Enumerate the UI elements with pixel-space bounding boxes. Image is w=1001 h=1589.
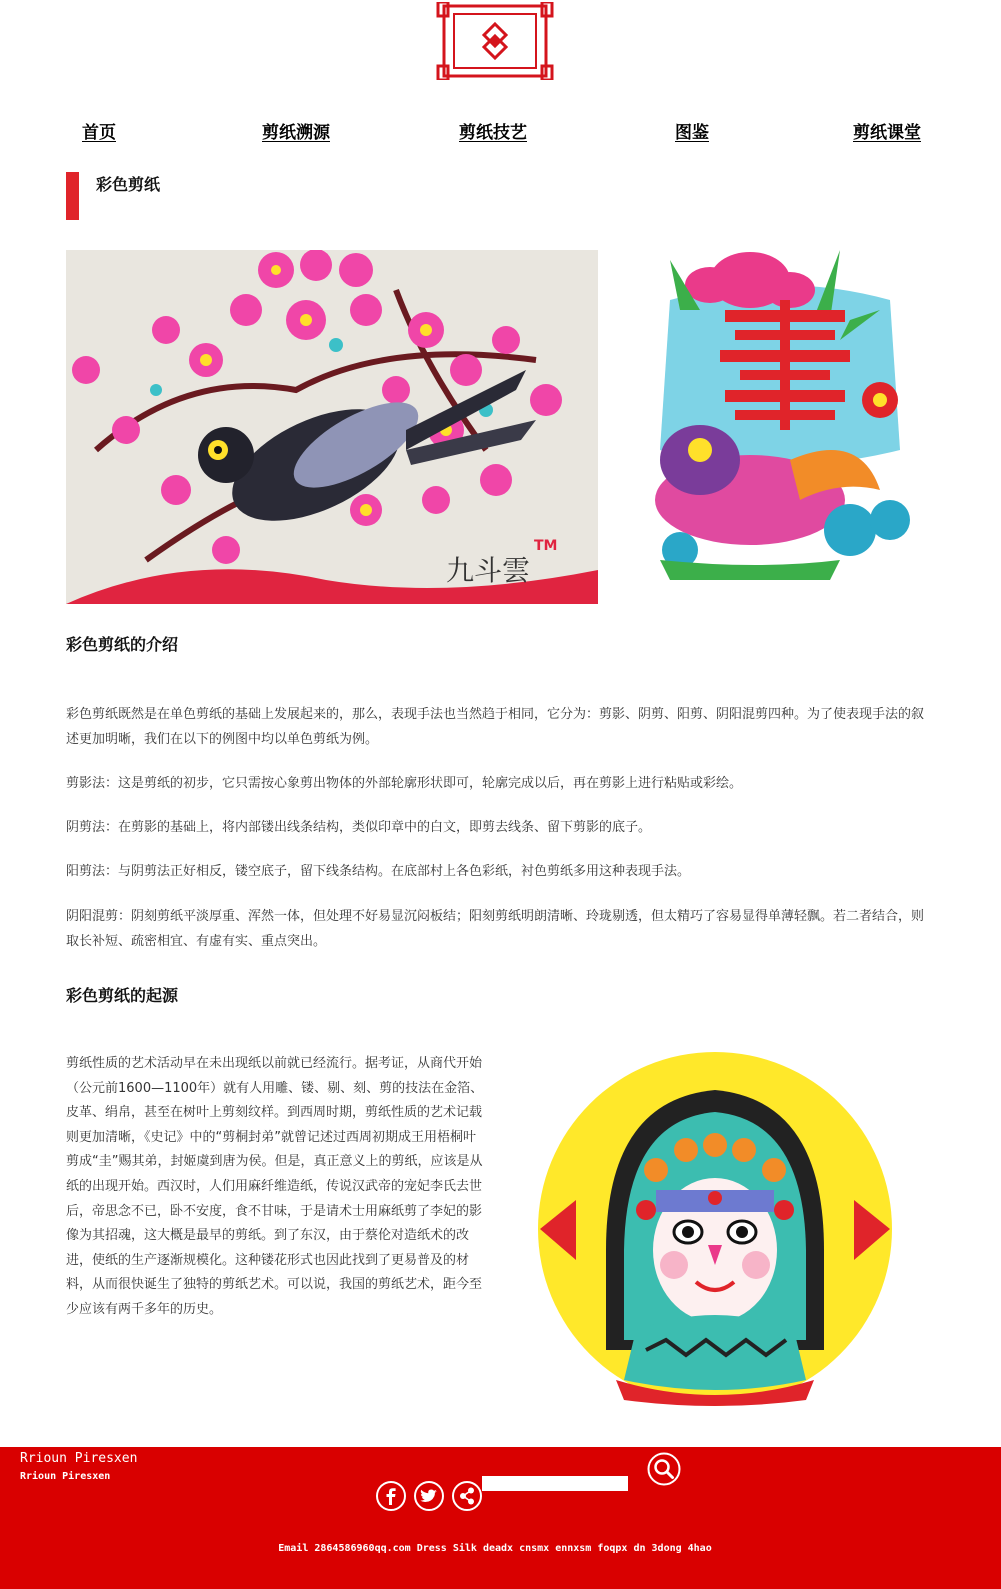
search-icon[interactable] bbox=[647, 1452, 681, 1486]
mixed-cut-paragraph: 阴阳混剪：阴刻剪纸平淡厚重、浑然一体，但处理不好易显沉闷板结；阳刻剪纸明朗清晰、玲珑剔透，但太精巧了容易显得单薄轻飘。若二者结合，则取长补短、疏密相宜、有虚有实、重点突出。 bbox=[66, 909, 925, 949]
origin-paragraph: 剪纸性质的艺术活动早在未出现纸以前就已经流行。据考证，从商代开始（公元前1600—1100年）就有人用雕、镂、剔、刻、剪的技法在金箔、皮革、绢帛，甚至在树叶上剪刻纹样。到西周时期，剪纸性质的艺术记载则更加清晰，《史记》中的“剪桐封弟”就曾记述过西周初期成王用梧桐叶剪成“圭”赐其弟，封姬虞到唐为侯。但是，真正意义上的剪纸，应该是从纸的出现开始。西汉时，人们用麻纤维造纸，传说汉武帝的宠妃李氏去世后，帝思念不已，卧不安度，食不甘味，于是请术士用麻纸剪了李妃的影像为其招魂，这大概是最早的剪纸。到了东汉，由于蔡伦对造纸术的改进，使纸的生产逐渐规模化。这种镂花形式也因此找到了更易普及的材料，从而很快诞生了独特的剪纸艺术。可以说，我国的剪纸艺术，距今至少应该有两千多年的历史。 bbox=[66, 1056, 484, 1317]
twitter-icon[interactable] bbox=[414, 1481, 444, 1511]
footer bbox=[0, 1447, 1001, 1589]
nav-gallery[interactable]: 图鉴 bbox=[675, 123, 709, 143]
opera-face-papercut-image bbox=[536, 1050, 894, 1408]
svg-text:九斗雲: 九斗雲 bbox=[446, 554, 531, 587]
nav-home[interactable]: 首页 bbox=[82, 123, 116, 143]
section-accent-bar bbox=[66, 172, 79, 220]
magpie-plum-papercut-image bbox=[66, 250, 598, 604]
footer-name-large: Rrioun Piresxen bbox=[20, 1451, 138, 1466]
silhouette-method-paragraph: 剪影法：这是剪纸的初步，它只需按心象剪出物体的外部轮廓形状即可，轮廓完成以后，再在剪影上进行粘贴或彩绘。 bbox=[66, 776, 743, 791]
share-icon[interactable] bbox=[452, 1481, 482, 1511]
nav-technique[interactable]: 剪纸技艺 bbox=[459, 123, 527, 143]
facebook-icon[interactable] bbox=[376, 1481, 406, 1511]
nav-classroom[interactable]: 剪纸课堂 bbox=[853, 123, 921, 143]
footer-search-input[interactable] bbox=[482, 1476, 628, 1491]
section-title: 彩色剪纸 bbox=[96, 175, 161, 194]
svg-text:TM: TM bbox=[534, 538, 558, 554]
positive-cut-paragraph: 阳剪法：与阴剪法正好相反，镂空底子，留下线条结构。在底部村上各色彩纸，衬色剪纸多用这种表现手法。 bbox=[66, 864, 691, 879]
intro-heading: 彩色剪纸的介绍 bbox=[66, 635, 179, 654]
negative-cut-paragraph: 阴剪法：在剪影的基础上，将内部镂出线条结构，类似印章中的白文，即剪去线条、留下剪影的底子。 bbox=[66, 820, 652, 835]
nav-origin[interactable]: 剪纸溯源 bbox=[262, 123, 330, 143]
papercut-logo[interactable] bbox=[436, 2, 554, 80]
origin-heading: 彩色剪纸的起源 bbox=[66, 986, 179, 1005]
intro-paragraph: 彩色剪纸既然是在单色剪纸的基础上发展起来的，那么，表现手法也当然趋于相同，它分为：剪影、阴剪、阳剪、阴阳混剪四种。为了使表现手法的叙述更加明晰，我们在以下的例图中均以单色剪纸为例。 bbox=[66, 707, 925, 747]
double-happiness-papercut-image bbox=[640, 230, 920, 580]
footer-contact-info: Email 2864586960qq.com Dress Silk deadx cnsmx ennxsm foqpx dn 3dong 4hao bbox=[278, 1543, 712, 1554]
footer-name-small: Rrioun Piresxen bbox=[20, 1471, 111, 1482]
main-nav bbox=[0, 118, 1001, 144]
